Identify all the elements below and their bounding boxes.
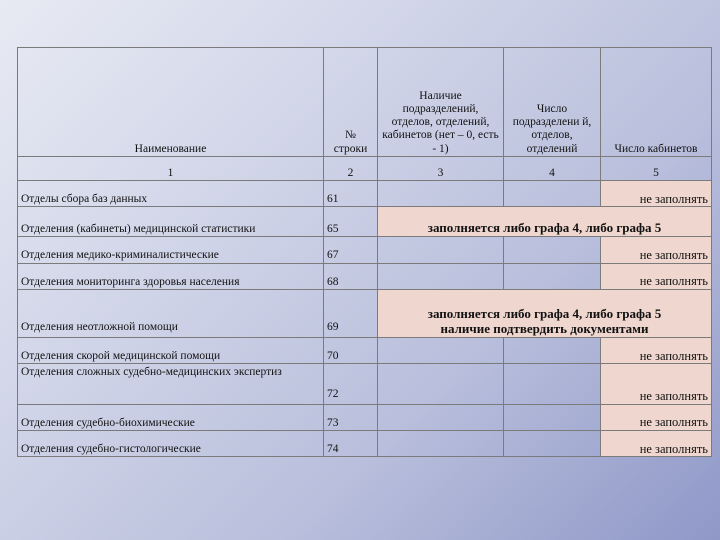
cell-presence bbox=[378, 364, 504, 404]
header-name: Наименование bbox=[18, 48, 324, 157]
table-row bbox=[18, 180, 712, 206]
row-name: Отделения сложных судебно-медицинских экспертиз bbox=[18, 364, 324, 404]
row-name: Отделения мониторинга здоровья населения bbox=[18, 263, 324, 289]
column-number: 1 bbox=[18, 156, 324, 180]
cell-count-units bbox=[504, 180, 601, 206]
cell-presence bbox=[378, 263, 504, 289]
header-row bbox=[18, 48, 712, 157]
header-row-no: № строки bbox=[324, 48, 378, 157]
row-code: 74 bbox=[324, 430, 378, 456]
cell-count-units bbox=[504, 263, 601, 289]
note-line: наличие подтвердить документами bbox=[440, 321, 649, 337]
column-number: 5 bbox=[601, 156, 712, 180]
row-code: 70 bbox=[324, 338, 378, 364]
row-note: не заполнять bbox=[601, 180, 712, 206]
row-note: заполняется либо графа 4, либо графа 5 bbox=[378, 207, 712, 237]
row-note: не заполнять bbox=[601, 237, 712, 263]
cell-presence bbox=[378, 404, 504, 430]
row-name: Отделения судебно-гистологические bbox=[18, 430, 324, 456]
row-code: 69 bbox=[324, 289, 378, 337]
row-name: Отделения медико-криминалистические bbox=[18, 237, 324, 263]
cell-count-units bbox=[504, 364, 601, 404]
table-row bbox=[18, 289, 712, 337]
header-count-rooms: Число кабинетов bbox=[601, 48, 712, 157]
row-code: 73 bbox=[324, 404, 378, 430]
header-presence: Наличие подразделений, отделов, отделений, кабинетов (нет – 0, есть - 1) bbox=[378, 48, 504, 157]
cell-count-units bbox=[504, 338, 601, 364]
row-name: Отделения судебно-биохимические bbox=[18, 404, 324, 430]
cell-count-units bbox=[504, 237, 601, 263]
table-row bbox=[18, 430, 712, 456]
cell-presence bbox=[378, 338, 504, 364]
table-row bbox=[18, 404, 712, 430]
row-note: не заполнять bbox=[601, 364, 712, 404]
row-code: 65 bbox=[324, 207, 378, 237]
row-note: не заполнять bbox=[601, 404, 712, 430]
row-name: Отделы сбора баз данных bbox=[18, 180, 324, 206]
header-count-units: Число подразделени й, отделов, отделений bbox=[504, 48, 601, 157]
column-number: 2 bbox=[324, 156, 378, 180]
table-row bbox=[18, 338, 712, 364]
row-name: Отделения неотложной помощи bbox=[18, 289, 324, 337]
table-row bbox=[18, 207, 712, 237]
row-code: 68 bbox=[324, 263, 378, 289]
cell-presence bbox=[378, 237, 504, 263]
cell-presence bbox=[378, 430, 504, 456]
note-line: заполняется либо графа 4, либо графа 5 bbox=[427, 306, 662, 322]
table-row bbox=[18, 364, 712, 404]
row-note: не заполнять bbox=[601, 430, 712, 456]
row-note: не заполнять bbox=[601, 263, 712, 289]
row-code: 72 bbox=[324, 364, 378, 404]
row-note: не заполнять bbox=[601, 338, 712, 364]
cell-count-units bbox=[504, 404, 601, 430]
row-note bbox=[378, 289, 712, 337]
cell-presence bbox=[378, 180, 504, 206]
table-row bbox=[18, 237, 712, 263]
column-number: 3 bbox=[378, 156, 504, 180]
row-name: Отделения (кабинеты) медицинской статистики bbox=[18, 207, 324, 237]
row-name: Отделения скорой медицинской помощи bbox=[18, 338, 324, 364]
column-number: 4 bbox=[504, 156, 601, 180]
row-code: 61 bbox=[324, 180, 378, 206]
table-row bbox=[18, 263, 712, 289]
cell-count-units bbox=[504, 430, 601, 456]
row-code: 67 bbox=[324, 237, 378, 263]
column-numbers-row bbox=[18, 156, 712, 180]
report-table bbox=[17, 47, 712, 457]
